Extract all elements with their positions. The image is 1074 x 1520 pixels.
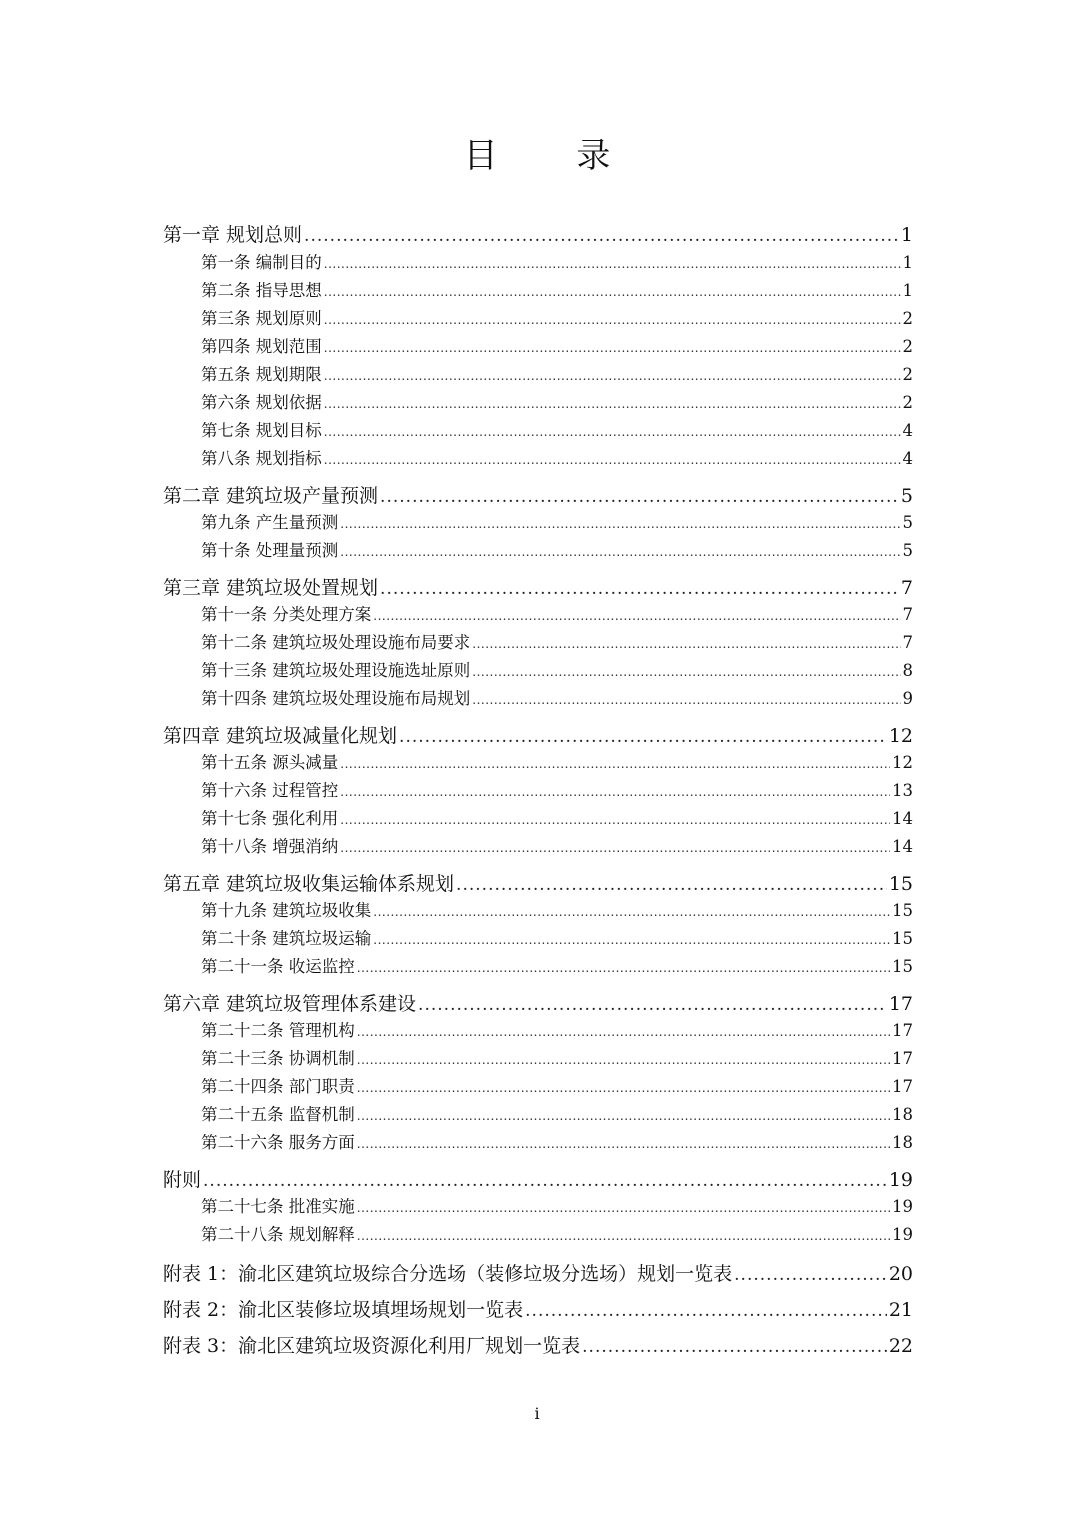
toc-entry-page: 22 — [888, 1335, 913, 1357]
toc-entry-label: 第二十五条 监督机制 — [201, 1105, 355, 1124]
toc-entry-page: 21 — [888, 1299, 913, 1321]
toc-entry-label: 第四章 建筑垃圾减量化规划 — [163, 725, 398, 747]
toc-entry-label: 第二十条 建筑垃圾运输 — [201, 929, 372, 948]
dot-leader — [472, 693, 900, 707]
toc-entry-page: 20 — [888, 1263, 913, 1285]
toc-article-entry[interactable] — [201, 445, 913, 469]
toc-article-entry[interactable] — [201, 509, 913, 533]
toc-entry-page: 7 — [902, 633, 913, 652]
toc-entry-label: 第二十三条 协调机制 — [201, 1049, 355, 1068]
dot-leader — [525, 1301, 887, 1321]
toc-article-entry[interactable] — [201, 925, 913, 949]
toc-entry-label: 第二十四条 部门职责 — [201, 1077, 355, 1096]
toc-entry-page: 7 — [902, 605, 913, 624]
toc-entry-page: 18 — [892, 1133, 913, 1152]
toc-entry-label: 第十九条 建筑垃圾收集 — [201, 901, 372, 920]
toc-entry-label: 第十四条 建筑垃圾处理设施布局规划 — [201, 689, 471, 708]
dot-leader — [304, 226, 899, 246]
toc-entry-label: 第二条 指导思想 — [201, 281, 322, 300]
toc-article-entry[interactable] — [201, 249, 913, 273]
toc-article-entry[interactable] — [201, 897, 913, 921]
dot-leader — [472, 637, 900, 651]
toc-article-entry[interactable] — [201, 277, 913, 301]
toc-article-entry[interactable] — [201, 1045, 913, 1069]
toc-entry-label: 第六章 建筑垃圾管理体系建设 — [163, 993, 417, 1015]
toc-entry-page: 5 — [902, 541, 913, 560]
toc-entry-page: 19 — [892, 1225, 913, 1244]
toc-entry-page: 14 — [892, 809, 913, 828]
dot-leader — [340, 813, 890, 827]
toc-entry-label: 第十五条 源头减量 — [201, 753, 339, 772]
toc-entry-label: 第十二条 建筑垃圾处理设施布局要求 — [201, 633, 471, 652]
dot-leader — [357, 1201, 890, 1215]
dot-leader — [373, 933, 890, 947]
toc-chapter-entry[interactable] — [163, 1295, 913, 1322]
toc-article-entry[interactable] — [201, 305, 913, 329]
toc-entry-label: 第二十六条 服务方面 — [201, 1133, 355, 1152]
toc-article-entry[interactable] — [201, 805, 913, 829]
toc-entry-page: 19 — [892, 1197, 913, 1216]
dot-leader — [340, 841, 890, 855]
toc-entry-page: 7 — [900, 577, 913, 599]
toc-entry-label: 第七条 规划目标 — [201, 421, 322, 440]
dot-leader — [373, 609, 900, 623]
toc-entry-page: 2 — [902, 365, 913, 384]
toc-entry-page: 17 — [892, 1021, 913, 1040]
toc-entry-label: 第二章 建筑垃圾产量预测 — [163, 485, 379, 507]
toc-entry-page: 15 — [892, 929, 913, 948]
toc-entry-page: 5 — [902, 513, 913, 532]
toc-article-entry[interactable] — [201, 1017, 913, 1041]
toc-entry-label: 第九条 产生量预测 — [201, 513, 339, 532]
dot-leader — [340, 545, 900, 559]
toc-chapter-entry[interactable] — [163, 481, 913, 508]
toc-chapter-entry[interactable] — [163, 220, 913, 247]
toc-article-entry[interactable] — [201, 537, 913, 561]
toc-entry-label: 第二十一条 收运监控 — [201, 957, 355, 976]
toc-entry-page: 17 — [888, 993, 913, 1015]
toc-entry-page: 1 — [900, 224, 913, 246]
toc-entry-page: 14 — [892, 837, 913, 856]
toc-entry-page: 12 — [892, 753, 913, 772]
dot-leader — [324, 341, 901, 355]
toc-article-entry[interactable] — [201, 1101, 913, 1125]
dot-leader — [357, 1137, 890, 1151]
toc-article-entry[interactable] — [201, 657, 913, 681]
toc-entry-label: 第二十七条 批准实施 — [201, 1197, 355, 1216]
toc-entry-page: 13 — [892, 781, 913, 800]
toc-entry-label: 第一条 编制目的 — [201, 253, 322, 272]
toc-article-entry[interactable] — [201, 1193, 913, 1217]
dot-leader — [380, 487, 899, 507]
dot-leader — [472, 665, 900, 679]
toc-entry-page: 4 — [902, 421, 913, 440]
toc-entry-page: 15 — [892, 957, 913, 976]
toc-entry-page: 18 — [892, 1105, 913, 1124]
toc-chapter-entry[interactable] — [163, 1165, 913, 1192]
toc-entry-page: 17 — [892, 1077, 913, 1096]
toc-entry-page: 19 — [888, 1169, 913, 1191]
dot-leader — [324, 257, 901, 271]
toc-entry-label: 第十八条 增强消纳 — [201, 837, 339, 856]
toc-chapter-entry[interactable] — [163, 721, 913, 748]
dot-leader — [734, 1265, 887, 1285]
toc-article-entry[interactable] — [201, 833, 913, 857]
toc-article-entry[interactable] — [201, 685, 913, 709]
toc-entry-page: 15 — [888, 873, 913, 895]
toc-chapter-entry[interactable] — [163, 1259, 913, 1286]
toc-article-entry[interactable] — [201, 1129, 913, 1153]
toc-entry-label: 第三章 建筑垃圾处置规划 — [163, 577, 379, 599]
dot-leader — [380, 579, 899, 599]
toc-entry-label: 附表 3：渝北区建筑垃圾资源化利用厂规划一览表 — [163, 1335, 581, 1357]
toc-entry-label: 附表 1：渝北区建筑垃圾综合分选场（装修垃圾分选场）规划一览表 — [163, 1263, 733, 1285]
toc-article-entry[interactable] — [201, 749, 913, 773]
dot-leader — [340, 517, 900, 531]
toc-article-entry[interactable] — [201, 629, 913, 653]
toc-article-entry[interactable] — [201, 953, 913, 977]
toc-entry-label: 第二十八条 规划解释 — [201, 1225, 355, 1244]
dot-leader — [340, 757, 890, 771]
toc-article-entry[interactable] — [201, 777, 913, 801]
dot-leader — [357, 1081, 890, 1095]
toc-entry-label: 第四条 规划范围 — [201, 337, 322, 356]
toc-entry-page: 2 — [902, 309, 913, 328]
page-number: i — [534, 1404, 540, 1423]
toc-entry-label: 第十三条 建筑垃圾处理设施选址原则 — [201, 661, 471, 680]
toc-entry-label: 第三条 规划原则 — [201, 309, 322, 328]
toc-entry-label: 第十条 处理量预测 — [201, 541, 339, 560]
toc-entry-label: 第八条 规划指标 — [201, 449, 322, 468]
toc-entry-page: 15 — [892, 901, 913, 920]
dot-leader — [324, 425, 901, 439]
toc-entry-label: 第六条 规划依据 — [201, 393, 322, 412]
toc-chapter-entry[interactable] — [163, 989, 913, 1016]
dot-leader — [203, 1171, 887, 1191]
toc-entry-page: 8 — [902, 661, 913, 680]
dot-leader — [357, 961, 890, 975]
toc-entry-page: 2 — [902, 337, 913, 356]
toc-article-entry[interactable] — [201, 1221, 913, 1245]
toc-entry-page: 12 — [888, 725, 913, 747]
dot-leader — [324, 453, 901, 467]
dot-leader — [456, 875, 887, 895]
toc-entry-page: 5 — [900, 485, 913, 507]
toc-entry-label: 第二十二条 管理机构 — [201, 1021, 355, 1040]
dot-leader — [357, 1053, 890, 1067]
toc-chapter-entry[interactable] — [163, 869, 913, 896]
dot-leader — [357, 1229, 890, 1243]
dot-leader — [340, 785, 890, 799]
dot-leader — [357, 1025, 890, 1039]
dot-leader — [324, 397, 901, 411]
dot-leader — [582, 1337, 887, 1357]
toc-entry-label: 附则 — [163, 1169, 202, 1191]
toc-entry-page: 9 — [902, 689, 913, 708]
toc-article-entry[interactable] — [201, 601, 913, 625]
toc-entry-page: 17 — [892, 1049, 913, 1068]
toc-article-entry[interactable] — [201, 361, 913, 385]
toc-article-entry[interactable] — [201, 1073, 913, 1097]
toc-chapter-entry[interactable] — [163, 573, 913, 600]
toc-entry-label: 第五条 规划期限 — [201, 365, 322, 384]
toc-entry-label: 附表 2：渝北区装修垃圾填埋场规划一览表 — [163, 1299, 524, 1321]
toc-entry-label: 第五章 建筑垃圾收集运输体系规划 — [163, 873, 455, 895]
page-title: 目 录 — [463, 136, 645, 176]
dot-leader — [399, 727, 887, 747]
toc-entry-label: 第十六条 过程管控 — [201, 781, 339, 800]
dot-leader — [357, 1109, 890, 1123]
toc-article-entry[interactable] — [201, 389, 913, 413]
toc-entry-page: 1 — [902, 281, 913, 300]
toc-entry-label: 第一章 规划总则 — [163, 224, 303, 246]
dot-leader — [418, 995, 887, 1015]
toc-entry-label: 第十一条 分类处理方案 — [201, 605, 372, 624]
toc-entry-page: 1 — [902, 253, 913, 272]
toc-entry-label: 第十七条 强化利用 — [201, 809, 339, 828]
toc-entry-page: 2 — [902, 393, 913, 412]
dot-leader — [324, 313, 901, 327]
toc-entry-page: 4 — [902, 449, 913, 468]
dot-leader — [324, 285, 901, 299]
dot-leader — [324, 369, 901, 383]
toc-article-entry[interactable] — [201, 417, 913, 441]
dot-leader — [373, 905, 890, 919]
toc-chapter-entry[interactable] — [163, 1331, 913, 1358]
toc-article-entry[interactable] — [201, 333, 913, 357]
